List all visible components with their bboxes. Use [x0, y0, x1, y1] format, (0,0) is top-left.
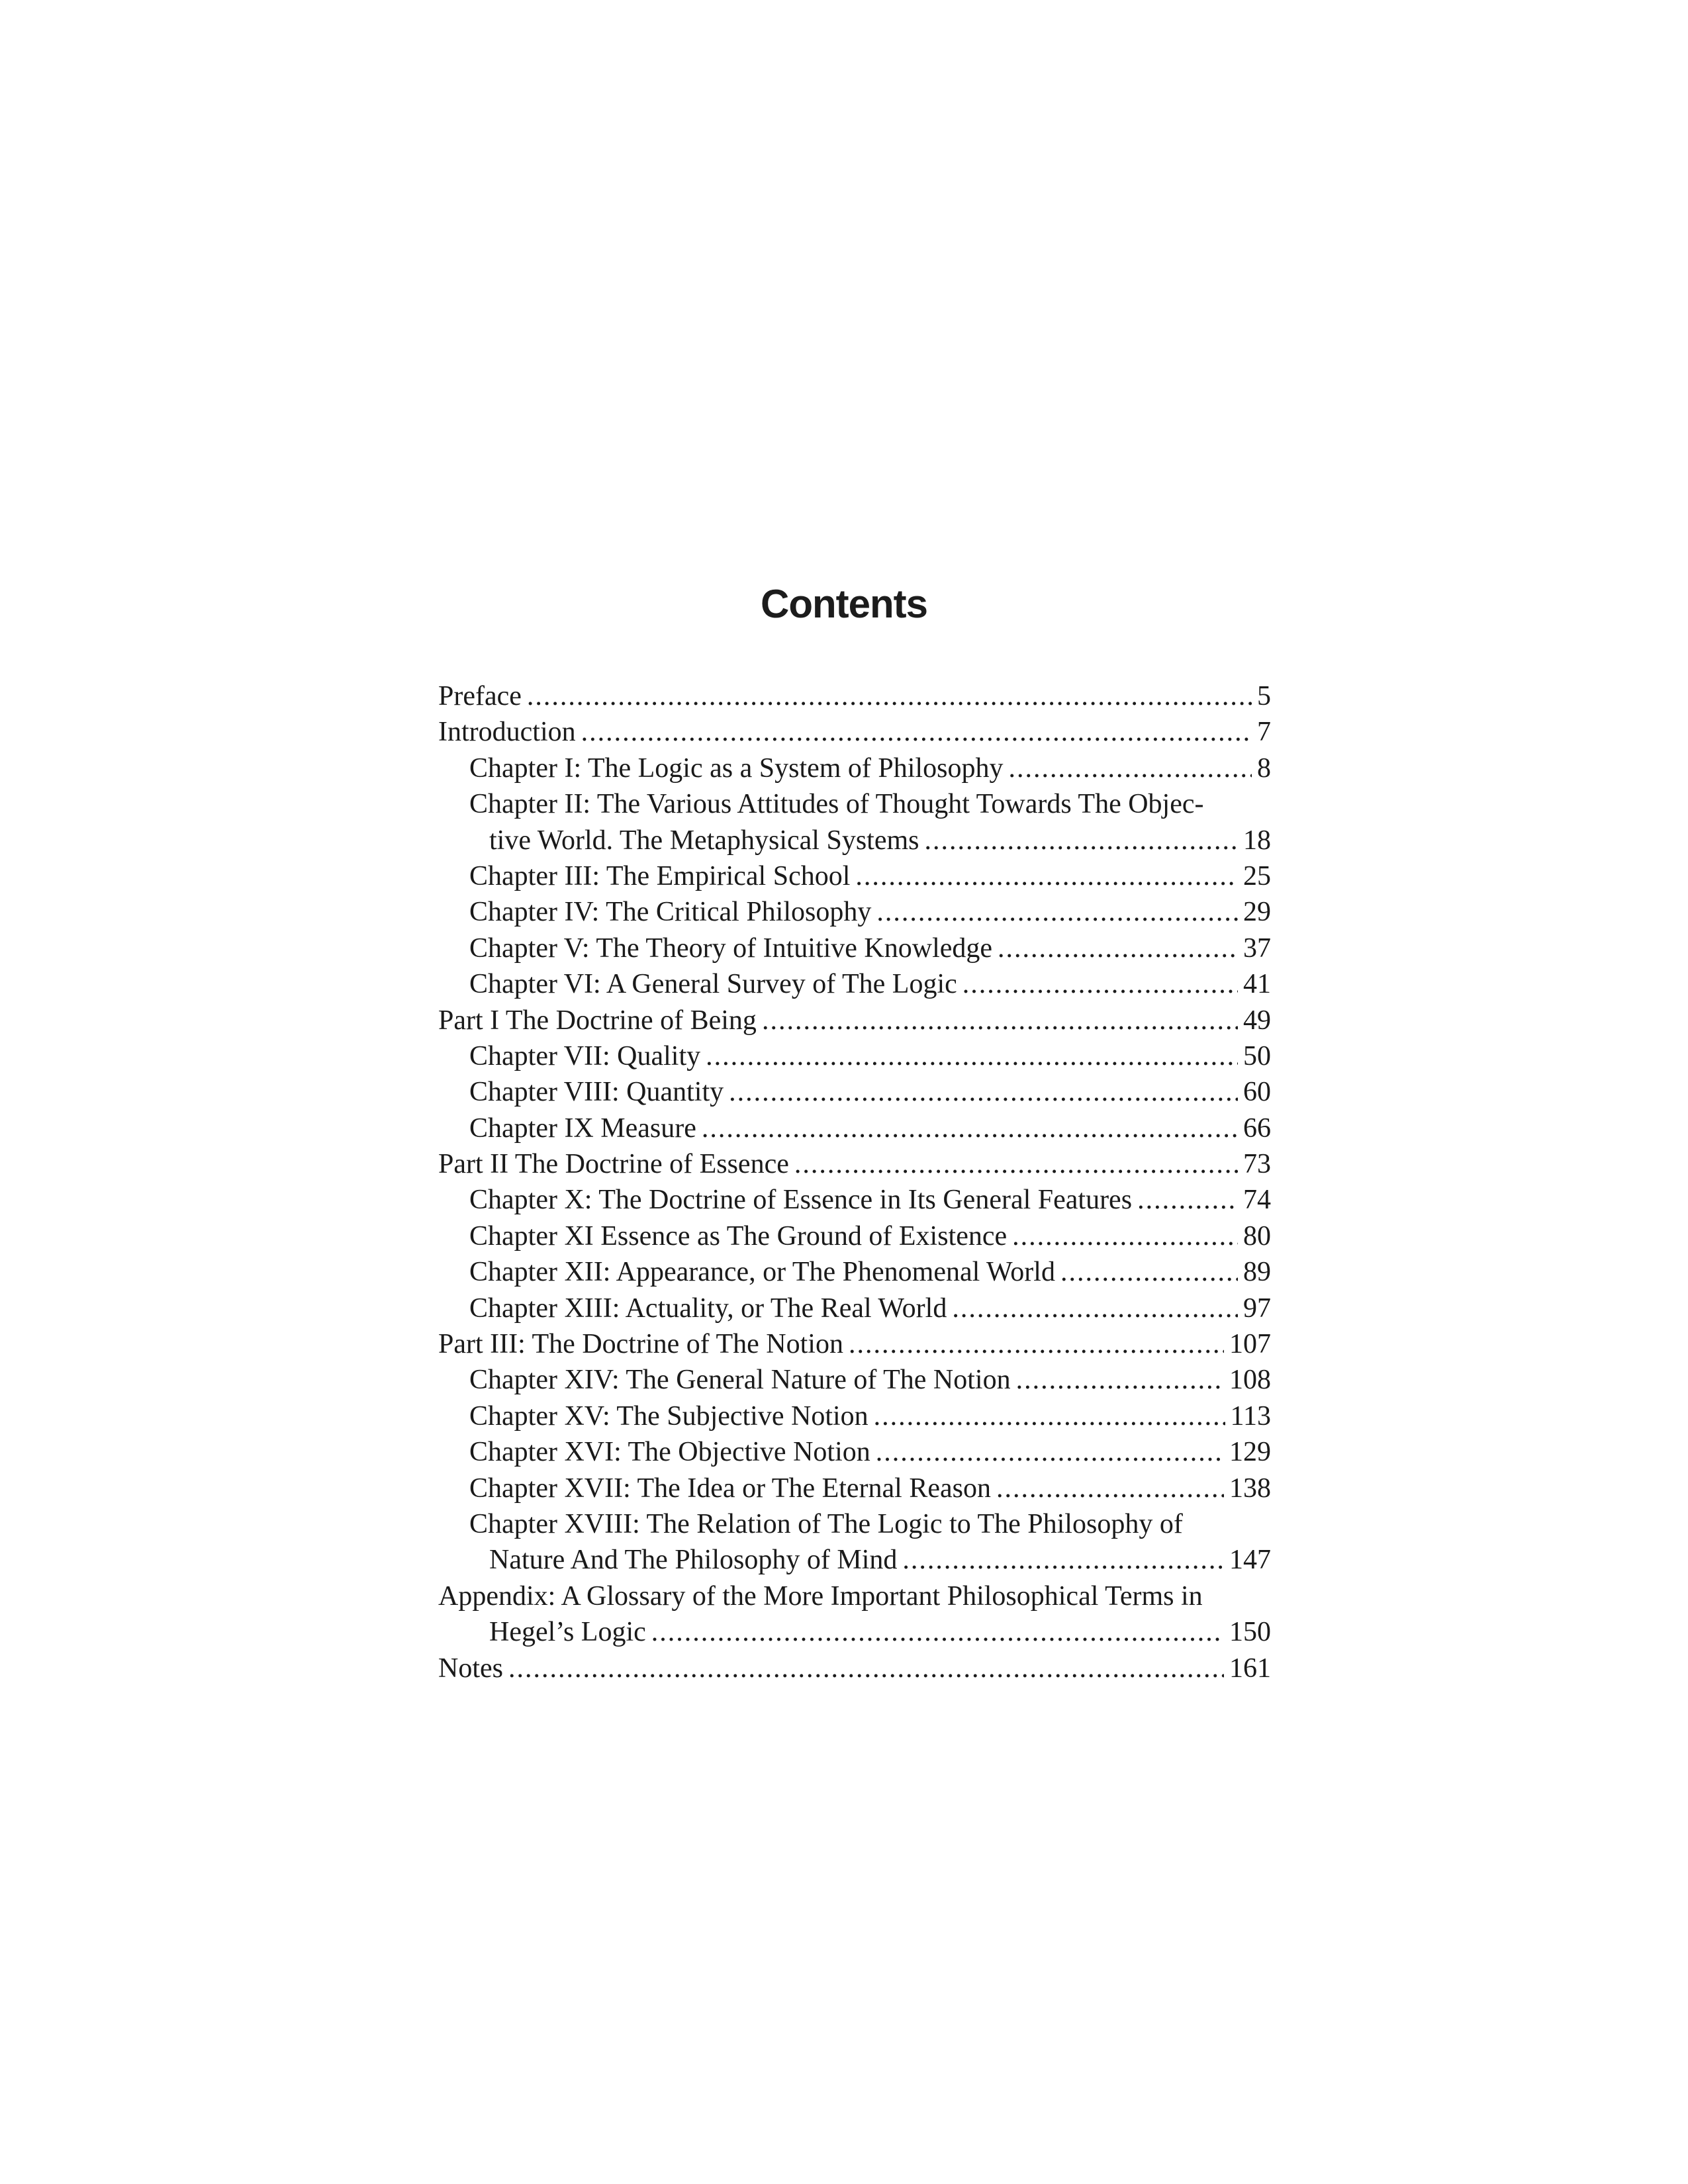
- toc-entry-chapter-9[interactable]: [438, 1111, 1271, 1146]
- dot-leader: [581, 714, 1252, 750]
- toc-entry-chapter-17[interactable]: [438, 1471, 1271, 1506]
- toc-page-number: 108: [1229, 1365, 1271, 1396]
- toc-page-number: 89: [1243, 1257, 1271, 1288]
- toc-entry-title: Chapter XII: Appearance, or The Phenomenal World: [469, 1257, 1055, 1288]
- toc-entry-chapter-8[interactable]: [438, 1074, 1271, 1110]
- toc-page-number: 29: [1243, 897, 1271, 928]
- toc-page-number: 25: [1243, 860, 1271, 891]
- toc-entry-chapter-11[interactable]: [438, 1218, 1271, 1254]
- dot-leader: [1012, 1218, 1238, 1254]
- toc-entry-chapter-10[interactable]: [438, 1182, 1271, 1218]
- toc-entry-title: Chapter IX Measure: [469, 1113, 696, 1144]
- toc-entry-chapter-15[interactable]: [438, 1398, 1271, 1434]
- toc-entry-chapter-6[interactable]: [438, 966, 1271, 1002]
- toc-page-number: 107: [1229, 1329, 1271, 1360]
- toc-entry-preface[interactable]: [438, 678, 1271, 714]
- toc-entry-title: Chapter XIII: Actuality, or The Real World: [469, 1293, 947, 1324]
- toc-entry-title: Chapter IV: The Critical Philosophy: [469, 897, 872, 928]
- toc-page-number: 138: [1229, 1473, 1271, 1504]
- toc-entry-title: Chapter XVI: The Objective Notion: [469, 1437, 870, 1468]
- toc-entry-title: Chapter XI Essence as The Ground of Existence: [469, 1220, 1008, 1251]
- toc-entry-chapter-2[interactable]: [438, 823, 1271, 858]
- dot-leader: [702, 1111, 1238, 1146]
- toc-page-number: 5: [1257, 681, 1271, 711]
- toc-entry-chapter-14[interactable]: [438, 1362, 1271, 1398]
- dot-leader: [998, 931, 1238, 966]
- toc-page-number: 37: [1243, 933, 1271, 964]
- dot-leader: [762, 1003, 1238, 1038]
- toc-page-number: 7: [1257, 717, 1271, 748]
- toc-entry-title: Part III: The Doctrine of The Notion: [438, 1329, 843, 1360]
- dot-leader: [855, 858, 1238, 894]
- toc-entry-title: Chapter V: The Theory of Intuitive Knowledge: [469, 933, 993, 964]
- toc-entry-chapter-5[interactable]: [438, 931, 1271, 966]
- dot-leader: [794, 1146, 1238, 1182]
- dot-leader: [876, 894, 1238, 930]
- toc-page-number: 74: [1243, 1185, 1271, 1216]
- toc-entry-title: Chapter I: The Logic as a System of Philosophy: [469, 752, 1004, 784]
- toc-entry-title: Chapter XVII: The Idea or The Eternal Reason: [469, 1473, 991, 1504]
- dot-leader: [508, 1651, 1224, 1686]
- toc-page-number: 129: [1229, 1437, 1271, 1468]
- toc-entry-title: Nature And The Philosophy of Mind: [489, 1545, 898, 1576]
- toc-entry-title: Hegel’s Logic: [489, 1617, 646, 1648]
- toc-page-number: 150: [1229, 1617, 1271, 1648]
- toc-entry-title: Chapter VI: A General Survey of The Logic: [469, 969, 957, 1000]
- dot-leader: [876, 1434, 1224, 1470]
- toc-entry-chapter-2-line1[interactable]: Chapter II: The Various Attitudes of Thought Towards The Objec-: [469, 789, 1204, 820]
- page-title: Contents: [761, 582, 927, 626]
- toc-entry-chapter-18-line1[interactable]: Chapter XVIII: The Relation of The Logic to The Philosophy of: [469, 1508, 1183, 1539]
- toc-entry-notes[interactable]: [438, 1651, 1271, 1686]
- toc-entry-chapter-7[interactable]: [438, 1038, 1271, 1074]
- toc-page-number: 41: [1243, 969, 1271, 1000]
- dot-leader: [1060, 1254, 1238, 1290]
- toc-entry-chapter-18[interactable]: [438, 1542, 1271, 1578]
- toc-entry-chapter-4[interactable]: [438, 894, 1271, 930]
- toc-entry-introduction[interactable]: [438, 714, 1271, 750]
- dot-leader: [729, 1074, 1238, 1110]
- toc-page-number: 18: [1243, 825, 1271, 856]
- toc-page-number: 147: [1229, 1545, 1271, 1576]
- toc-page-number: 161: [1229, 1653, 1271, 1684]
- toc-entry-title: Chapter XIV: The General Nature of The Notion: [469, 1365, 1011, 1396]
- toc-entry-appendix[interactable]: [438, 1614, 1271, 1650]
- toc-entry-part-3[interactable]: [438, 1326, 1271, 1362]
- toc-page-number: 97: [1243, 1293, 1271, 1324]
- toc-entry-title: Notes: [438, 1653, 503, 1684]
- dot-leader: [924, 823, 1238, 858]
- toc-entry-title: Chapter VIII: Quantity: [469, 1077, 724, 1108]
- dot-leader: [962, 966, 1238, 1002]
- toc-entry-title: Chapter X: The Doctrine of Essence in Its General Features: [469, 1185, 1133, 1216]
- dot-leader: [996, 1471, 1224, 1506]
- dot-leader: [874, 1398, 1225, 1434]
- toc-entry-title: Part II The Doctrine of Essence: [438, 1149, 789, 1180]
- toc-entry-title: Chapter VII: Quality: [469, 1040, 701, 1071]
- toc-entry-chapter-12[interactable]: [438, 1254, 1271, 1290]
- dot-leader: [952, 1291, 1238, 1326]
- toc-entry-title: Introduction: [438, 717, 576, 748]
- toc-entry-title: Part I The Doctrine of Being: [438, 1005, 757, 1036]
- toc-page-number: 73: [1243, 1149, 1271, 1180]
- dot-leader: [651, 1614, 1224, 1650]
- dot-leader: [849, 1326, 1224, 1362]
- table-of-contents: [438, 678, 1271, 1686]
- toc-entry-part-2[interactable]: [438, 1146, 1271, 1182]
- dot-leader: [1008, 751, 1252, 786]
- toc-entry-appendix-line1[interactable]: Appendix: A Glossary of the More Important Philosophical Terms in: [438, 1580, 1203, 1612]
- toc-entry-chapter-1[interactable]: [438, 751, 1271, 786]
- toc-entry-title: Preface: [438, 681, 522, 711]
- toc-entry-chapter-13[interactable]: [438, 1291, 1271, 1326]
- toc-entry-chapter-16[interactable]: [438, 1434, 1271, 1470]
- toc-entry-title: Chapter III: The Empirical School: [469, 860, 851, 891]
- dot-leader: [527, 678, 1252, 714]
- toc-page-number: 80: [1243, 1220, 1271, 1251]
- toc-entry-title: tive World. The Metaphysical Systems: [489, 825, 919, 856]
- toc-entry-part-1[interactable]: [438, 1003, 1271, 1038]
- toc-page-number: 49: [1243, 1005, 1271, 1036]
- dot-leader: [706, 1038, 1238, 1074]
- dot-leader: [1016, 1362, 1224, 1398]
- toc-page-number: 8: [1257, 752, 1271, 784]
- toc-page-number: 60: [1243, 1077, 1271, 1108]
- toc-entry-chapter-3[interactable]: [438, 858, 1271, 894]
- toc-page-number: 66: [1243, 1113, 1271, 1144]
- dot-leader: [902, 1542, 1224, 1578]
- toc-entry-title: Chapter XV: The Subjective Notion: [469, 1400, 868, 1432]
- dot-leader: [1137, 1182, 1238, 1218]
- toc-page-number: 50: [1243, 1040, 1271, 1071]
- toc-page-number: 113: [1230, 1400, 1271, 1432]
